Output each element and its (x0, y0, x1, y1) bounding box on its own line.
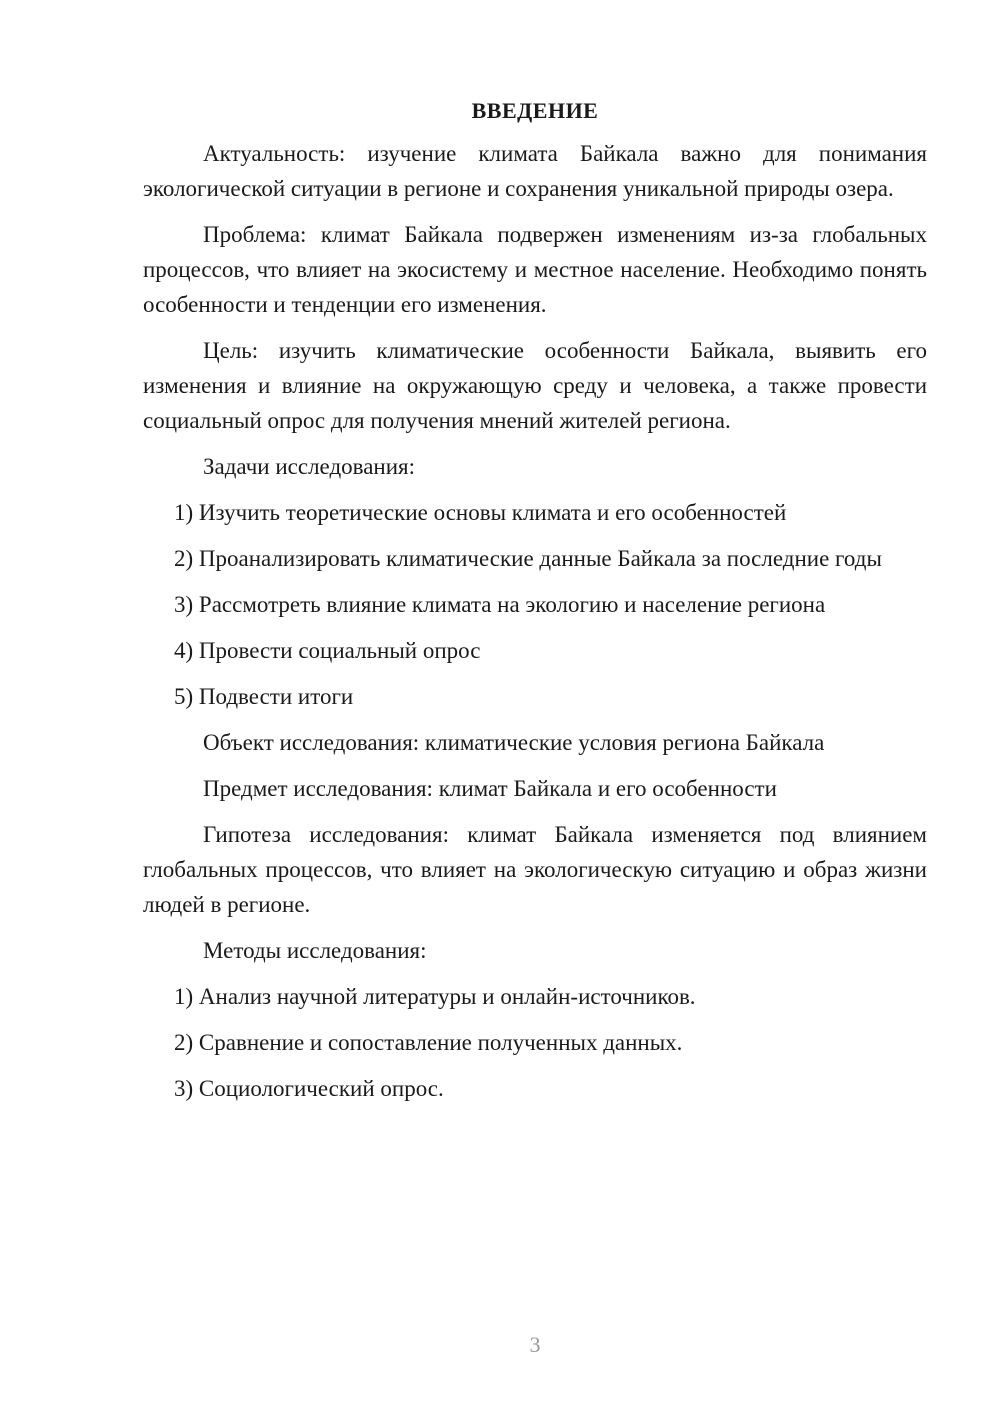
goal-paragraph: Цель: изучить климатические особенности Байкала, выявить его изменения и влияние на окружающую среду и человека, а также провести социальный опрос для получения мнений жителей региона. (143, 338, 927, 433)
tasks-heading: Задачи исследования: (203, 454, 416, 479)
problem-paragraph: Проблема: климат Байкала подвержен изменениям из-за глобальных процессов, что влияет на экосистему и местное население. Необходимо понять особенности и тенденции его изменения. (143, 222, 927, 317)
hypothesis-paragraph: Гипотеза исследования: климат Байкала изменяется под влиянием глобальных процессов, что влияет на экологическую ситуацию и образ жизни людей в регионе. (143, 822, 927, 917)
methods-heading: Методы исследования: (203, 938, 427, 963)
task-item: 3) Рассмотреть влияние климата на экологию и население региона (174, 592, 826, 617)
page-number: 3 (529, 1332, 541, 1357)
object-paragraph: Объект исследования: климатические условия региона Байкала (203, 730, 825, 755)
method-item: 1) Анализ научной литературы и онлайн-источников. (174, 984, 696, 1009)
document-body (143, 93, 927, 1117)
subject-paragraph: Предмет исследования: климат Байкала и его особенности (203, 776, 777, 801)
task-item: 4) Провести социальный опрос (174, 638, 481, 663)
method-item: 3) Социологический опрос. (174, 1076, 444, 1101)
task-item: 1) Изучить теоретические основы климата и его особенностей (174, 500, 787, 525)
task-item: 5) Подвести итоги (174, 684, 354, 709)
method-item: 2) Сравнение и сопоставление полученных данных. (174, 1030, 683, 1055)
page-title: ВВЕДЕНИЕ (471, 98, 599, 123)
relevance-paragraph: Актуальность: изучение климата Байкала важно для понимания экологической ситуации в регионе и сохранения уникальной природы озера. (143, 141, 927, 201)
task-item: 2) Проанализировать климатические данные Байкала за последние годы (174, 546, 882, 571)
